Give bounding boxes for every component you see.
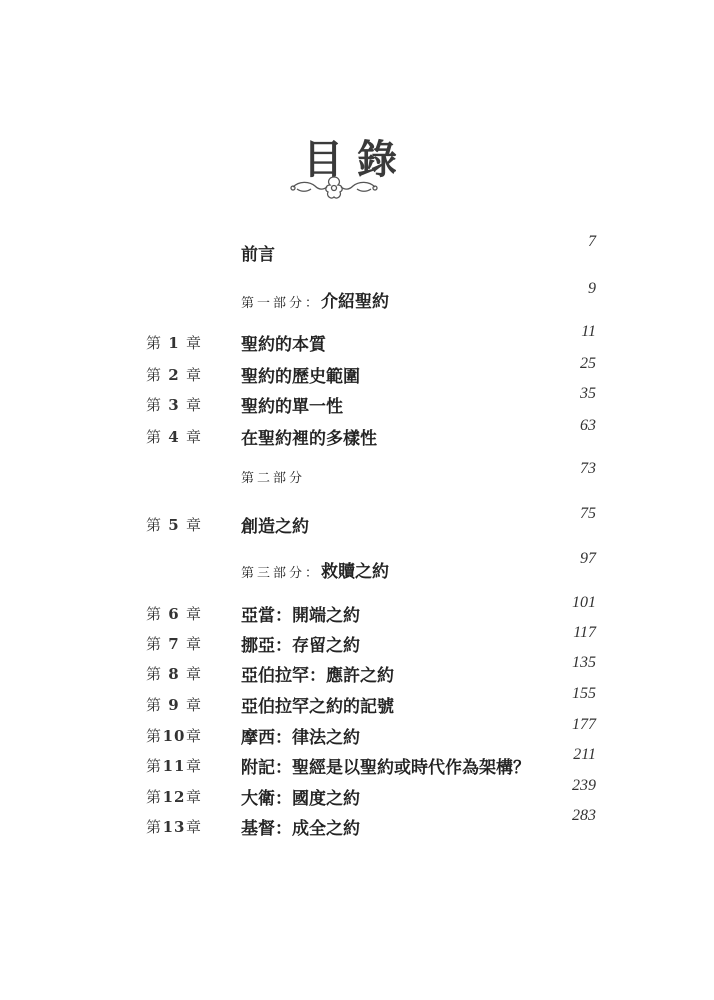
entry-label: 創造之約: [241, 517, 309, 537]
entry-title: [241, 814, 360, 839]
chapter-number: [146, 364, 202, 385]
entry-label: 附記：聖經是以聖約或時代作為架構？: [241, 758, 530, 778]
chapter-prefix: 第: [146, 605, 163, 623]
entry-title: [241, 467, 305, 487]
chapter-suffix: 章: [186, 605, 203, 623]
chapter-num: 5: [168, 516, 180, 534]
toc-entry: [0, 280, 714, 315]
chapter-num: 13: [162, 818, 186, 836]
page-number: 7: [588, 233, 596, 250]
entry-title: [241, 784, 360, 809]
chapter-prefix: 第: [146, 635, 163, 653]
chapter-suffix: 章: [186, 665, 203, 683]
ornament-divider-icon: [287, 173, 381, 205]
page-number: 75: [580, 505, 596, 522]
part-label: 第二部分: [241, 471, 306, 486]
chapter-number: [146, 725, 202, 746]
toc-entry: [0, 716, 714, 751]
chapter-prefix: 第: [146, 696, 163, 714]
entry-title: [241, 601, 360, 626]
chapter-prefix: 第: [146, 366, 163, 384]
entry-label: 聖約的本質: [241, 335, 326, 355]
chapter-suffix: 章: [186, 696, 203, 714]
toc-entry: [0, 807, 714, 842]
toc-entry: [0, 505, 714, 540]
chapter-suffix: 章: [186, 727, 203, 745]
chapter-number: [146, 514, 202, 535]
entry-title: [241, 557, 389, 582]
toc-entry: [0, 460, 714, 495]
chapter-num: 7: [168, 635, 180, 653]
entry-label: 挪亞：存留之約: [241, 636, 360, 656]
chapter-suffix: 章: [186, 366, 203, 384]
entry-label: 介紹聖約: [321, 292, 390, 312]
chapter-num: 10: [162, 727, 186, 745]
chapter-num: 3: [168, 396, 180, 414]
chapter-suffix: 章: [186, 635, 203, 653]
chapter-number: [146, 633, 202, 654]
page-number: 9: [588, 280, 596, 297]
entry-title: [241, 240, 275, 265]
entry-label: 聖約的單一性: [241, 397, 343, 417]
entry-title: [241, 330, 326, 355]
page-number: 73: [580, 460, 596, 477]
entry-title: [241, 424, 377, 449]
entry-title: [241, 512, 309, 537]
part-label: 第三部分：: [241, 566, 322, 581]
chapter-num: 11: [162, 757, 186, 775]
chapter-number: [146, 603, 202, 624]
entry-label: 大衛：國度之約: [241, 789, 360, 809]
toc-entry: [0, 355, 714, 390]
chapter-number: [146, 663, 202, 684]
page-number: 97: [580, 550, 596, 567]
chapter-prefix: 第: [146, 428, 163, 446]
chapter-num: 2: [168, 366, 180, 384]
page-number: 177: [572, 716, 596, 733]
page-title: 目錄: [303, 137, 411, 183]
toc-entry: [0, 685, 714, 720]
chapter-suffix: 章: [186, 396, 203, 414]
page-number: 11: [581, 323, 596, 340]
entry-label: 亞伯拉罕之約的記號: [241, 697, 394, 717]
page-number: 283: [572, 807, 596, 824]
part-label: 第一部分：: [241, 296, 322, 311]
chapter-prefix: 第: [146, 788, 163, 806]
toc-entry: [0, 323, 714, 358]
entry-label: 聖約的歷史範圍: [241, 367, 360, 387]
chapter-number: [146, 755, 202, 776]
page-number: 101: [572, 594, 596, 611]
entry-title: [241, 753, 530, 778]
chapter-number: [146, 786, 202, 807]
toc-entry: [0, 624, 714, 659]
chapter-num: 6: [168, 605, 180, 623]
page-number: 155: [572, 685, 596, 702]
page-number: 117: [573, 624, 596, 641]
page-number: 211: [573, 746, 596, 763]
entry-label: 救贖之約: [321, 562, 390, 582]
chapter-number: [146, 426, 202, 447]
chapter-prefix: 第: [146, 757, 163, 775]
chapter-num: 8: [168, 665, 180, 683]
entry-title: [241, 392, 343, 417]
chapter-prefix: 第: [146, 727, 163, 745]
chapter-prefix: 第: [146, 516, 163, 534]
toc-entry: [0, 777, 714, 812]
chapter-number: [146, 694, 202, 715]
toc-entry: [0, 385, 714, 420]
chapter-number: [146, 816, 202, 837]
chapter-prefix: 第: [146, 665, 163, 683]
page-number: 239: [572, 777, 596, 794]
chapter-suffix: 章: [186, 788, 203, 806]
chapter-num: 9: [168, 696, 180, 714]
page-number: 25: [580, 355, 596, 372]
chapter-suffix: 章: [186, 818, 203, 836]
chapter-number: [146, 394, 202, 415]
chapter-num: 12: [162, 788, 186, 806]
page-number: 135: [572, 654, 596, 671]
toc-entry: [0, 654, 714, 689]
chapter-num: 4: [168, 428, 180, 446]
entry-title: [241, 287, 389, 312]
chapter-prefix: 第: [146, 334, 163, 352]
entry-label: 前言: [241, 245, 275, 265]
page-number: 35: [580, 385, 596, 402]
entry-label: 亞伯拉罕：應許之約: [241, 666, 394, 686]
chapter-number: [146, 332, 202, 353]
entry-title: [241, 362, 360, 387]
entry-title: [241, 692, 394, 717]
entry-title: [241, 631, 360, 656]
chapter-suffix: 章: [186, 334, 203, 352]
entry-title: [241, 723, 360, 748]
toc-entry: [0, 746, 714, 781]
chapter-suffix: 章: [186, 757, 203, 775]
toc-entry: [0, 417, 714, 452]
toc-entry: [0, 233, 714, 268]
entry-title: [241, 661, 394, 686]
chapter-suffix: 章: [186, 428, 203, 446]
chapter-prefix: 第: [146, 818, 163, 836]
chapter-prefix: 第: [146, 396, 163, 414]
toc-entry: [0, 594, 714, 629]
chapter-num: 1: [168, 334, 180, 352]
page-number: 63: [580, 417, 596, 434]
entry-label: 亞當：開端之約: [241, 606, 360, 626]
entry-label: 基督：成全之約: [241, 819, 360, 839]
chapter-suffix: 章: [186, 516, 203, 534]
entry-label: 在聖約裡的多樣性: [241, 429, 377, 449]
entry-label: 摩西：律法之約: [241, 728, 360, 748]
toc-entry: [0, 550, 714, 585]
